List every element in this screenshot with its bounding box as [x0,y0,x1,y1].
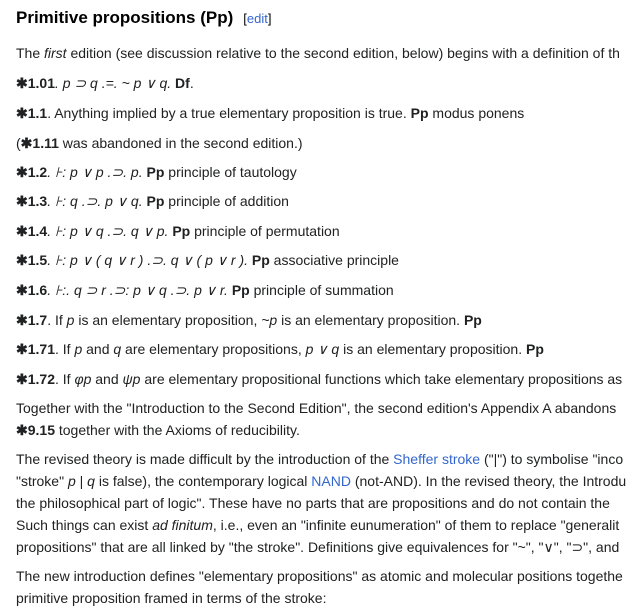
proposition-1-71: ✱1.71. If p and q are elementary propositions, p ∨ q is an elementary proposition. Pp [16,341,544,357]
nand-link[interactable]: NAND [311,473,351,489]
proposition-1-01: ✱1.01. p ⊃ q .=. ~ p ∨ q. Df. [16,75,194,91]
proposition-1-7: ✱1.7. If p is an elementary proposition, ~p is an elementary proposition. Pp [16,312,482,328]
proposition-1-2: ✱1.2. ⊦: p ∨ p .⊃. p. Pp principle of tautology [16,164,297,180]
section-heading [16,8,271,28]
paragraph-new-intro-line-2: primitive proposition framed in terms of the stroke: [16,590,327,606]
paragraph-revised-line-2: "stroke" p | q is false), the contemporary logical NAND (not-AND). In the revised theory, the Introdu [16,473,627,489]
proposition-1-5: ✱1.5. ⊦: p ∨ ( q ∨ r ) .⊃. q ∨ ( p ∨ r ). Pp associative principle [16,252,399,268]
paragraph-new-intro-line-1: The new introduction defines "elementary propositions" as atomic and molecular positions togethe [16,568,623,584]
paragraph-revised-line-4: Such things can exist ad finitum, i.e., even an "infinite eunumeration" of them to replace "generalit [16,517,620,533]
proposition-1-11-note: (✱1.11 was abandoned in the second edition.) [16,135,303,151]
intro-line: The first edition (see discussion relative to the second edition, below) begins with a definition of th [16,45,620,61]
edit-section: [edit] [243,11,272,26]
paragraph-appendix-line-1: Together with the "Introduction to the Second Edition", the second edition's Appendix A abandons [16,400,617,416]
proposition-1-6: ✱1.6. ⊦:. q ⊃ r .⊃: p ∨ q .⊃. p ∨ r. Pp principle of summation [16,282,394,298]
proposition-1-3: ✱1.3. ⊦: q .⊃. p ∨ q. Pp principle of addition [16,193,289,209]
proposition-1-72: ✱1.72. If φp and ψp are elementary propositional functions which take elementary propositions as [16,371,623,387]
paragraph-revised-line-5: propositions" that are all linked by "the stroke". Definitions give equivalences for "~", "∨", "⊃", and [16,539,620,555]
edit-link[interactable]: edit [246,11,268,26]
paragraph-appendix-line-2: ✱9.15 together with the Axioms of reducibility. [16,422,300,438]
sheffer-stroke-link[interactable]: Sheffer stroke [393,451,481,467]
paragraph-revised-line-1: The revised theory is made difficult by the introduction of the Sheffer stroke ("|") to symbolise "inco [16,451,624,467]
proposition-1-1: ✱1.1. Anything implied by a true elementary proposition is true. Pp modus ponens [16,105,525,121]
proposition-1-4: ✱1.4. ⊦: p ∨ q .⊃. q ∨ p. Pp principle of permutation [16,223,340,239]
paragraph-revised-line-3: the philosophical part of logic". These have no parts that are propositions and do not contain the [16,495,610,511]
section-title: Primitive propositions (Pp) [16,8,234,27]
